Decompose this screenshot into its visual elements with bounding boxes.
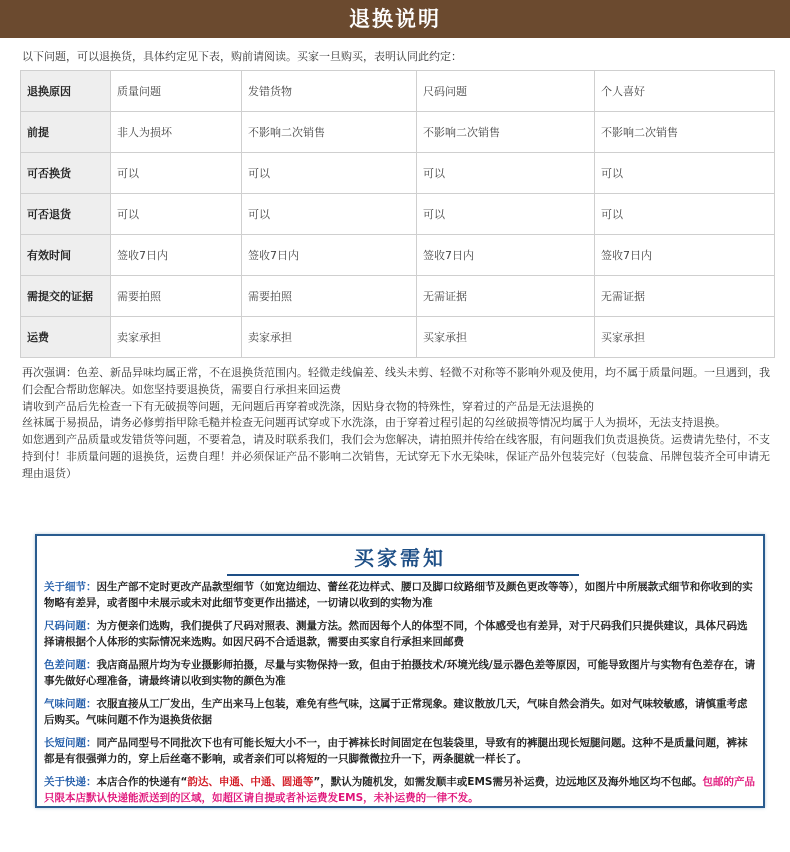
table-cell: 签收7日内 — [595, 235, 775, 276]
emphasis-paragraph: 再次强调：色差、新品异味均属正常，不在退换货范围内。轻微走线偏差、线头未剪、轻微不对称等不影响外观及使用，均不属于质量问题。一旦遇到，我们会配合帮助您解决。如您坚持要退换货，需要自行承担来回运费 — [22, 366, 770, 396]
notice-text: 衣服直接从工厂发出，生产出来马上包装，难免有些气味，这属于正常现象。建议散放几天，气味自然会消失。如对气味较敏感，请慎重考虑后购买。气味问题不作为退换货依据 — [44, 698, 748, 726]
table-cell: 非人为损坏 — [111, 112, 242, 153]
table-cell: 可以 — [242, 194, 417, 235]
table-row — [21, 112, 775, 153]
table-cell: 可以 — [111, 153, 242, 194]
notice-title: 买家需知 — [354, 546, 446, 570]
emphasis-notes — [22, 365, 770, 483]
table-cell: 需要拍照 — [242, 276, 417, 317]
table-cell: 不影响二次销售 — [417, 112, 595, 153]
table-row — [21, 194, 775, 235]
row-label: 可否换货 — [21, 153, 111, 194]
notice-body — [44, 580, 756, 814]
table-cell: 卖家承担 — [111, 317, 242, 358]
table-cell: 买家承担 — [595, 317, 775, 358]
table-cell: 无需证据 — [595, 276, 775, 317]
table-cell: 买家承担 — [417, 317, 595, 358]
notice-item-details — [44, 580, 756, 611]
notice-item-odor — [44, 697, 756, 728]
row-label: 可否退货 — [21, 194, 111, 235]
table-cell: 签收7日内 — [111, 235, 242, 276]
notice-item-shipping — [44, 775, 756, 806]
notice-text: 因生产部不定时更改产品款型细节（如宽边细边、蕾丝花边样式、腰口及脚口纹路细节及颜色更改等等），如图片中所展款式细节和你收到的实物略有差异，或者图中未展示或未对此细节变更作出描述，一切请以收到的实物为准 — [44, 581, 753, 609]
table-row — [21, 153, 775, 194]
table-header-row — [21, 71, 775, 112]
table-header-cell: 质量问题 — [111, 71, 242, 112]
banner-title: 退换说明 — [0, 0, 790, 38]
table-cell: 需要拍照 — [111, 276, 242, 317]
emphasis-paragraph: 请收到产品后先检查一下有无破损等问题，无问题后再穿着或洗涤，因贴身衣物的特殊性，穿着过的产品是无法退换的 — [22, 399, 594, 413]
table-cell: 卖家承担 — [242, 317, 417, 358]
notice-label: 关于快递： — [44, 776, 97, 788]
notice-text: 为方便亲们选购，我们提供了尺码对照表、测量方法。然而因每个人的体型不同，个体感受也有差异，对于尺码我们只提供建议，具体尺码选择请根据个人体形的实际情况来选购。如因尺码不合适退款，需要由买家自行承担来回邮费 — [44, 620, 748, 648]
notice-text: 本店合作的快递有“ — [96, 776, 188, 788]
notice-text: 我店商品照片均为专业摄影师拍摄，尽量与实物保持一致，但由于拍摄技术/环境光线/显示器色差等原因，可能导致图片与实物有色差存在，请事先做好心理准备，请最终请以收到实物的颜色为准 — [44, 659, 756, 687]
courier-list: 韵达、申通、中通、圆通等 — [187, 776, 314, 788]
table-row — [21, 276, 775, 317]
table-header-cell: 退换原因 — [21, 71, 111, 112]
notice-label: 色差问题： — [44, 659, 97, 671]
notice-text: ”，默认为随机发，如需发顺丰或EMS需另补运费，边远地区及海外地区均不包邮。 — [313, 776, 703, 788]
row-label: 运费 — [21, 317, 111, 358]
table-cell: 签收7日内 — [417, 235, 595, 276]
notice-label: 尺码问题： — [44, 620, 97, 632]
table-cell: 签收7日内 — [242, 235, 417, 276]
table-cell: 可以 — [111, 194, 242, 235]
emphasis-paragraph: 如您遇到产品质量或发错货等问题，不要着急，请及时联系我们，我们会为您解决，请拍照并传给在线客服，有问题我们负责退换货。运费请先垫付，不支持到付！非质量问题的退换货，运费自理！并必须保证产品不影响二次销售，无试穿无下水无染味，保证产品外包装完好（包装盒、吊牌包装齐全可申请无理由退货） — [22, 433, 770, 480]
buyer-notice-box — [35, 534, 765, 808]
emphasis-paragraph: 丝袜属于易损品，请务必修剪指甲除毛糙并检查无问题再试穿或下水洗涤，由于穿着过程引起的勾丝破损等情况均属于人为损坏，无法支持退换。 — [22, 416, 726, 430]
notice-item-size — [44, 619, 756, 650]
table-cell: 不影响二次销售 — [242, 112, 417, 153]
table-row — [21, 317, 775, 358]
row-label: 有效时间 — [21, 235, 111, 276]
table-cell: 不影响二次销售 — [595, 112, 775, 153]
row-label: 前提 — [21, 112, 111, 153]
row-label: 需提交的证据 — [21, 276, 111, 317]
intro-text: 以下问题，可以退换货，具体约定见下表，购前请阅读。买家一旦购买，表明认同此约定： — [22, 50, 462, 63]
notice-label: 气味问题： — [44, 698, 97, 710]
table-cell: 可以 — [595, 194, 775, 235]
table-cell: 无需证据 — [417, 276, 595, 317]
notice-label: 长短问题： — [44, 737, 97, 749]
shipping-warning: 包邮的产品只限本店默认快递能派送到的区域，如超区请自提或者补运费发EMS，未补运费的一律不发。 — [44, 776, 755, 804]
table-header-cell: 尺码问题 — [417, 71, 595, 112]
table-cell: 可以 — [417, 153, 595, 194]
table-header-cell: 个人喜好 — [595, 71, 775, 112]
table-row — [21, 235, 775, 276]
notice-item-color — [44, 658, 756, 689]
table-header-cell: 发错货物 — [242, 71, 417, 112]
table-cell: 可以 — [595, 153, 775, 194]
return-policy-table — [20, 70, 775, 358]
table-cell: 可以 — [417, 194, 595, 235]
title-underline — [227, 574, 579, 576]
notice-text: 同产品同型号不同批次下也有可能长短大小不一，由于裤袜长时间固定在包装袋里，导致有的裤腿出现长短腿问题。这种不是质量问题，裤袜都是有很强弹力的，穿上后丝毫不影响，或者亲们可以将短的一只脚微微拉升一下，两条腿就一样长了。 — [44, 737, 748, 765]
notice-label: 关于细节： — [44, 581, 97, 593]
table-cell: 可以 — [242, 153, 417, 194]
notice-item-length — [44, 736, 756, 767]
